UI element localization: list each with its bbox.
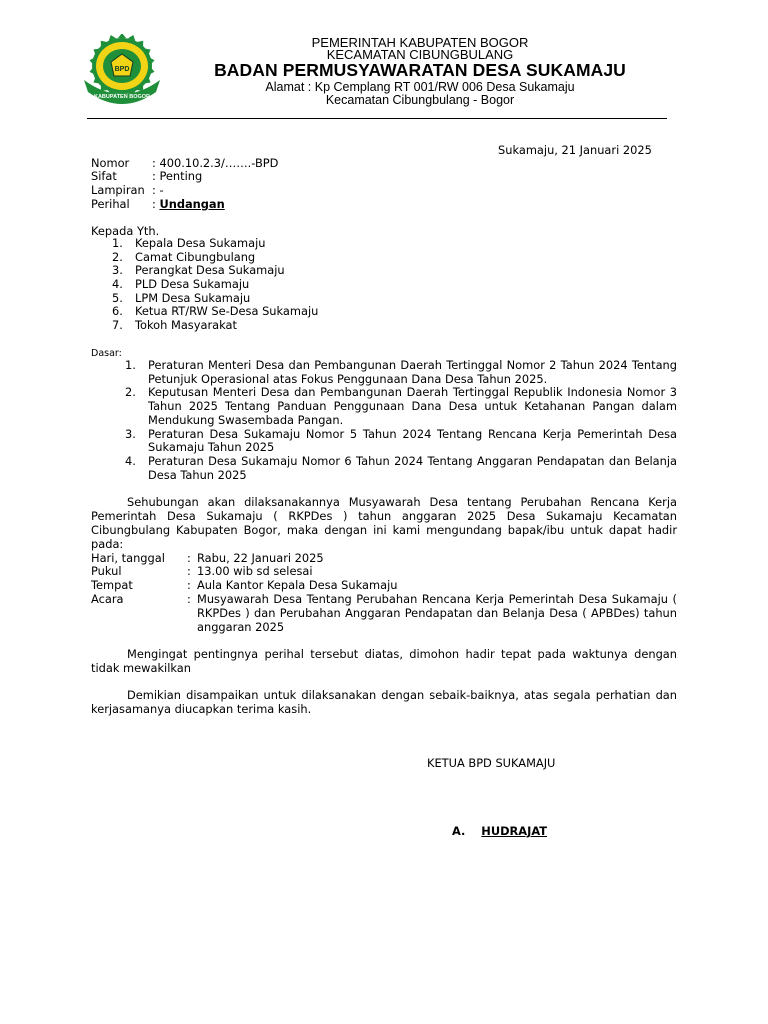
bpd-logo (76, 34, 168, 104)
dasar-label: Dasar: (91, 348, 122, 359)
letter-date: Sukamaju, 21 Januari 2025 (498, 143, 652, 157)
list-item: 7. Tokoh Masyarakat (112, 318, 237, 333)
signature-name: HUDRAJAT (481, 824, 548, 838)
list-item: 4. Peraturan Desa Sukamaju Nomor 6 Tahun 2024 Tentang Anggaran Pendapatan dan Belanja Desa Tahun 2025 (125, 453, 677, 482)
list-item: 3. Peraturan Desa Sukamaju Nomor 5 Tahun 2024 Tentang Rencana Kerja Pemerintah Desa Sukamaju Tahun 2025 (125, 426, 677, 455)
signature-initial: A. (452, 824, 466, 838)
bpd-emblem-icon (76, 34, 168, 104)
svg-text:KABUPATEN BOGOR: KABUPATEN BOGOR (93, 94, 151, 100)
letterhead-divider (87, 118, 667, 119)
attendance-paragraph: Mengingat pentingnya perihal tersebut diatas, dimohon hadir tepat pada waktunya dengan tidak mewakilkan (91, 647, 677, 675)
svg-text:BPD: BPD (114, 66, 130, 73)
letterhead-line-2: KECAMATAN CIBUNGBULANG (326, 47, 514, 62)
recipient-heading: Kepada Yth. (91, 224, 160, 238)
list-item: 2. Keputusan Menteri Desa dan Pembangunan Daerah Tertinggal Republik Indonesia Nomor 3 Tahun 2025 Tentang Panduan Penggunaan Dana Desa untuk Ketahanan Pangan dalam Mendukung Swasembada Pangan. (125, 385, 677, 427)
meta-nomor: Nomor : 400.10.2.3/…….-BPD (91, 156, 279, 170)
invitation-paragraph: Sehubungan akan dilaksanakannya Musyawarah Desa tentang Perubahan Rencana Kerja Pemerintah Desa Sukamaju ( RKPDes ) tahun anggaran 2025 Desa Sukamaju Kecamatan Cibungbulang Kabupaten Bogor, maka dengan ini kami mengundang bapak/ibu untuk dapat hadir pada: (91, 495, 677, 551)
list-item: 3. Perangkat Desa Sukamaju (112, 263, 285, 278)
list-item: 1. Peraturan Menteri Desa dan Pembangunan Daerah Tertinggal Nomor 2 Tahun 2024 Tentang Petunjuk Operasional atas Fokus Penggunaan Dana Desa Tahun 2025. (125, 358, 677, 386)
list-item: 1. Kepala Desa Sukamaju (112, 236, 266, 250)
meta-lampiran: Lampiran : - (91, 183, 164, 197)
meta-perihal: Perihal : Undangan (91, 197, 225, 211)
meta-sifat: Sifat : Penting (91, 169, 203, 183)
list-item: 6. Ketua RT/RW Se-Desa Sukamaju (112, 304, 319, 319)
signature-title: KETUA BPD SUKAMAJU (427, 756, 556, 770)
letterhead-title: BADAN PERMUSYAWARATAN DESA SUKAMAJU (214, 60, 626, 80)
letterhead-line-1: PEMERINTAH KABUPATEN BOGOR (311, 35, 529, 50)
closing-paragraph: Demikian disampaikan untuk dilaksanakan dengan sebaik-baiknya, atas segala perhatian dan kerjasamanya diucapkan terima kasih. (91, 688, 677, 716)
letterhead-address: Alamat : Kp Cemplang RT 001/RW 006 Desa Sukamaju (265, 80, 575, 94)
letterhead-district: Kecamatan Cibungbulang - Bogor (325, 93, 515, 107)
signature-block (452, 824, 547, 838)
list-item: 4. PLD Desa Sukamaju (112, 277, 250, 292)
list-item: 5. LPM Desa Sukamaju (112, 290, 251, 305)
dasar-list (125, 359, 677, 482)
recipient-list (112, 237, 318, 333)
list-item: 2. Camat Cibungbulang (112, 249, 256, 264)
